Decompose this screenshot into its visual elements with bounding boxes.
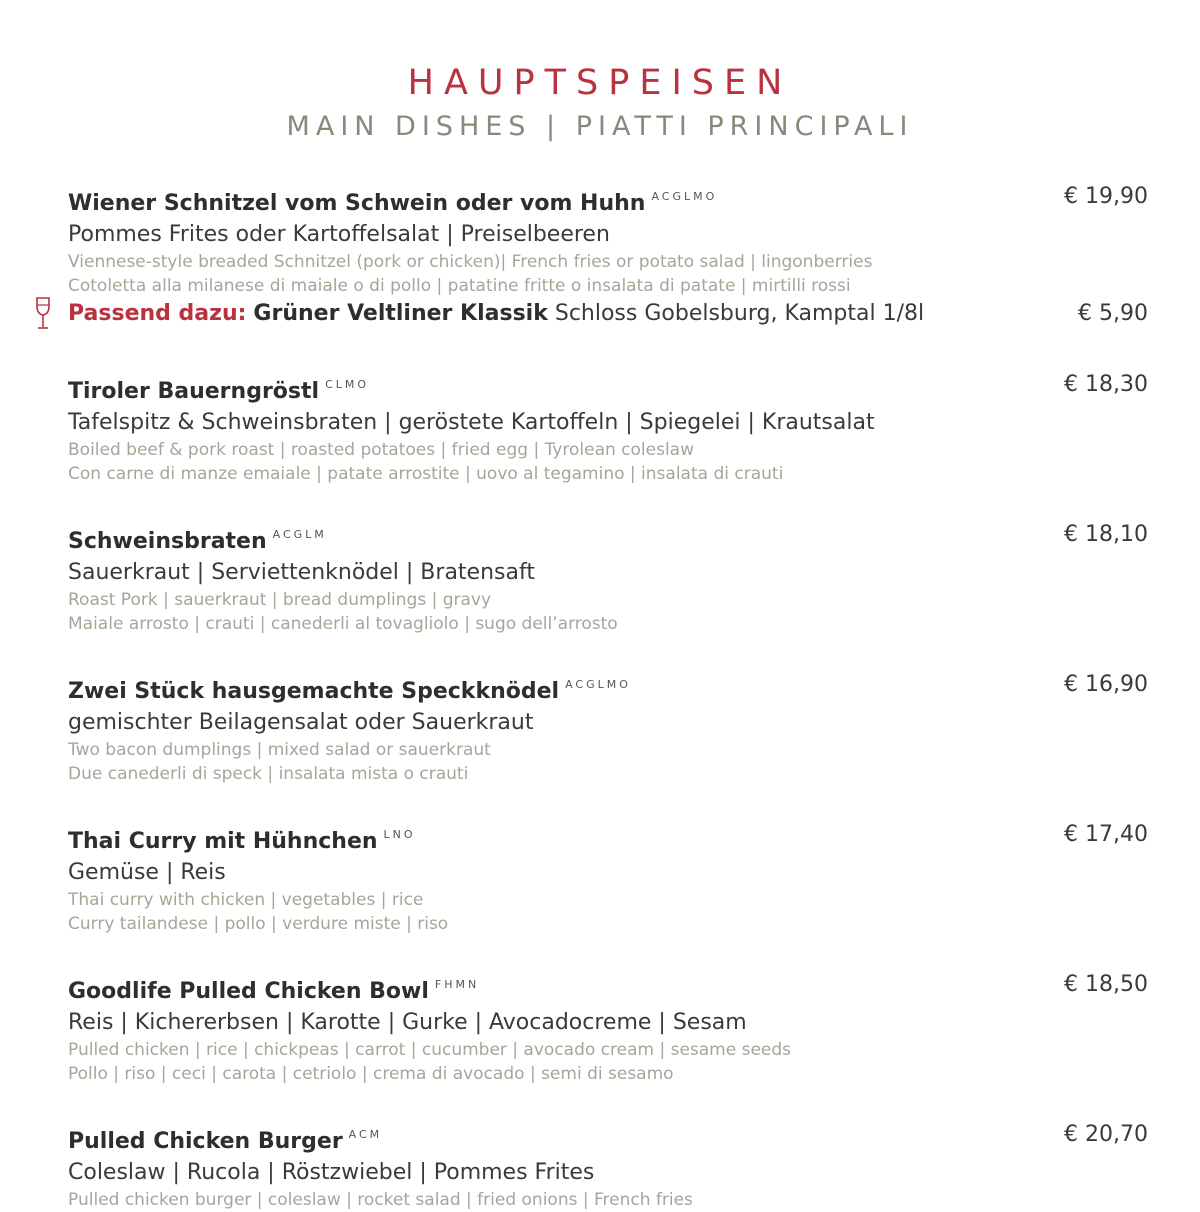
allergen-codes: ACGLM xyxy=(272,528,327,541)
dish-english: Two bacon dumplings | mixed salad or sauerkraut xyxy=(68,740,491,760)
dish-description: Reis | Kichererbsen | Karotte | Gurke | Avocadocreme | Sesam xyxy=(68,1010,747,1035)
menu-item xyxy=(68,183,1148,298)
dish-name-text: Schweinsbraten xyxy=(68,529,267,554)
dish-name xyxy=(68,821,1148,856)
dish-english: Roast Pork | sauerkraut | bread dumplings | gravy xyxy=(68,590,492,610)
dish-name xyxy=(68,521,1148,556)
dish-english: Pulled chicken burger | coleslaw | rocket salad | fried onions | French fries xyxy=(68,1190,693,1210)
dish-price: € 16,90 xyxy=(1064,672,1148,697)
dish-description: Sauerkraut | Serviettenknödel | Bratensaft xyxy=(68,560,535,585)
dish-description: Pommes Frites oder Kartoffelsalat | Preiselbeeren xyxy=(68,222,610,247)
dish-name-text: Wiener Schnitzel vom Schwein oder vom Huhn xyxy=(68,191,646,216)
wine-price: € 5,90 xyxy=(1078,301,1148,326)
page-title: HAUPTSPEISEN xyxy=(407,63,793,103)
dish-name xyxy=(68,971,1148,1006)
page-subtitle: MAIN DISHES | PIATTI PRINCIPALI xyxy=(286,111,914,142)
dish-name-text: Thai Curry mit Hühnchen xyxy=(68,829,378,854)
dish-english: Boiled beef & pork roast | roasted potatoes | fried egg | Tyrolean coleslaw xyxy=(68,440,694,460)
dish-price: € 19,90 xyxy=(1064,184,1148,209)
wine-pairing-text xyxy=(68,300,924,328)
menu-item xyxy=(68,371,1148,486)
dish-italian: Maiale arrosto | crauti | canederli al tovagliolo | sugo dell’arrosto xyxy=(68,614,618,634)
dish-italian: Curry tailandese | pollo | verdure miste | riso xyxy=(68,914,449,934)
dish-italian: Due canederli di speck | insalata mista o crauti xyxy=(68,764,469,784)
dish-price: € 18,30 xyxy=(1064,372,1148,397)
dish-name xyxy=(68,183,1148,218)
wine-producer: Schloss Gobelsburg, Kamptal 1/8l xyxy=(554,301,925,326)
dish-name-text: Goodlife Pulled Chicken Bowl xyxy=(68,979,429,1004)
wine-pairing-prefix: Passend dazu: xyxy=(68,301,247,326)
dish-description: Coleslaw | Rucola | Röstzwiebel | Pommes Frites xyxy=(68,1160,595,1185)
dish-price: € 18,50 xyxy=(1064,972,1148,997)
wine-name: Grüner Veltliner Klassik xyxy=(253,301,548,326)
dish-name-text: Zwei Stück hausgemachte Speckknödel xyxy=(68,679,560,704)
dish-name xyxy=(68,1121,1148,1156)
allergen-codes: FHMN xyxy=(434,978,480,991)
dish-description: gemischter Beilagensalat oder Sauerkraut xyxy=(68,710,534,735)
allergen-codes: CLMO xyxy=(325,378,370,391)
dish-price: € 20,70 xyxy=(1064,1122,1148,1147)
dish-english: Pulled chicken | rice | chickpeas | carrot | cucumber | avocado cream | sesame seeds xyxy=(68,1040,792,1060)
dish-name-text: Tiroler Bauerngröstl xyxy=(68,379,320,404)
allergen-codes: LNO xyxy=(383,828,416,841)
dish-italian: Cotoletta alla milanese di maiale o di pollo | patatine fritte o insalata di patate | mirtilli rossi xyxy=(68,276,851,296)
dish-description: Tafelspitz & Schweinsbraten | geröstete Kartoffeln | Spiegelei | Krautsalat xyxy=(68,410,875,435)
wine-glass-icon xyxy=(32,296,54,332)
dish-italian: Pollo | riso | ceci | carota | cetriolo | crema di avocado | semi di sesamo xyxy=(68,1064,674,1084)
dish-name xyxy=(68,671,1148,706)
allergen-codes: ACGLMO xyxy=(565,678,631,691)
dish-italian: Con carne di manze emaiale | patate arrostite | uovo al tegamino | insalata di crauti xyxy=(68,464,784,484)
dish-description: Gemüse | Reis xyxy=(68,860,226,885)
menu-item xyxy=(68,821,1148,936)
dish-name xyxy=(68,371,1148,406)
allergen-codes: ACM xyxy=(348,1128,383,1141)
menu-item xyxy=(68,1121,1148,1212)
wine-pairing xyxy=(28,296,1148,332)
menu-item xyxy=(68,971,1148,1086)
dish-price: € 17,40 xyxy=(1064,822,1148,847)
dish-price: € 18,10 xyxy=(1064,522,1148,547)
dish-name-text: Pulled Chicken Burger xyxy=(68,1129,343,1154)
dish-english: Thai curry with chicken | vegetables | rice xyxy=(68,890,424,910)
menu-item xyxy=(68,521,1148,636)
menu-item xyxy=(68,671,1148,786)
allergen-codes: ACGLMO xyxy=(651,190,718,203)
dish-english: Viennese-style breaded Schnitzel (pork or chicken)| French fries or potato salad | lingonberries xyxy=(68,252,873,272)
